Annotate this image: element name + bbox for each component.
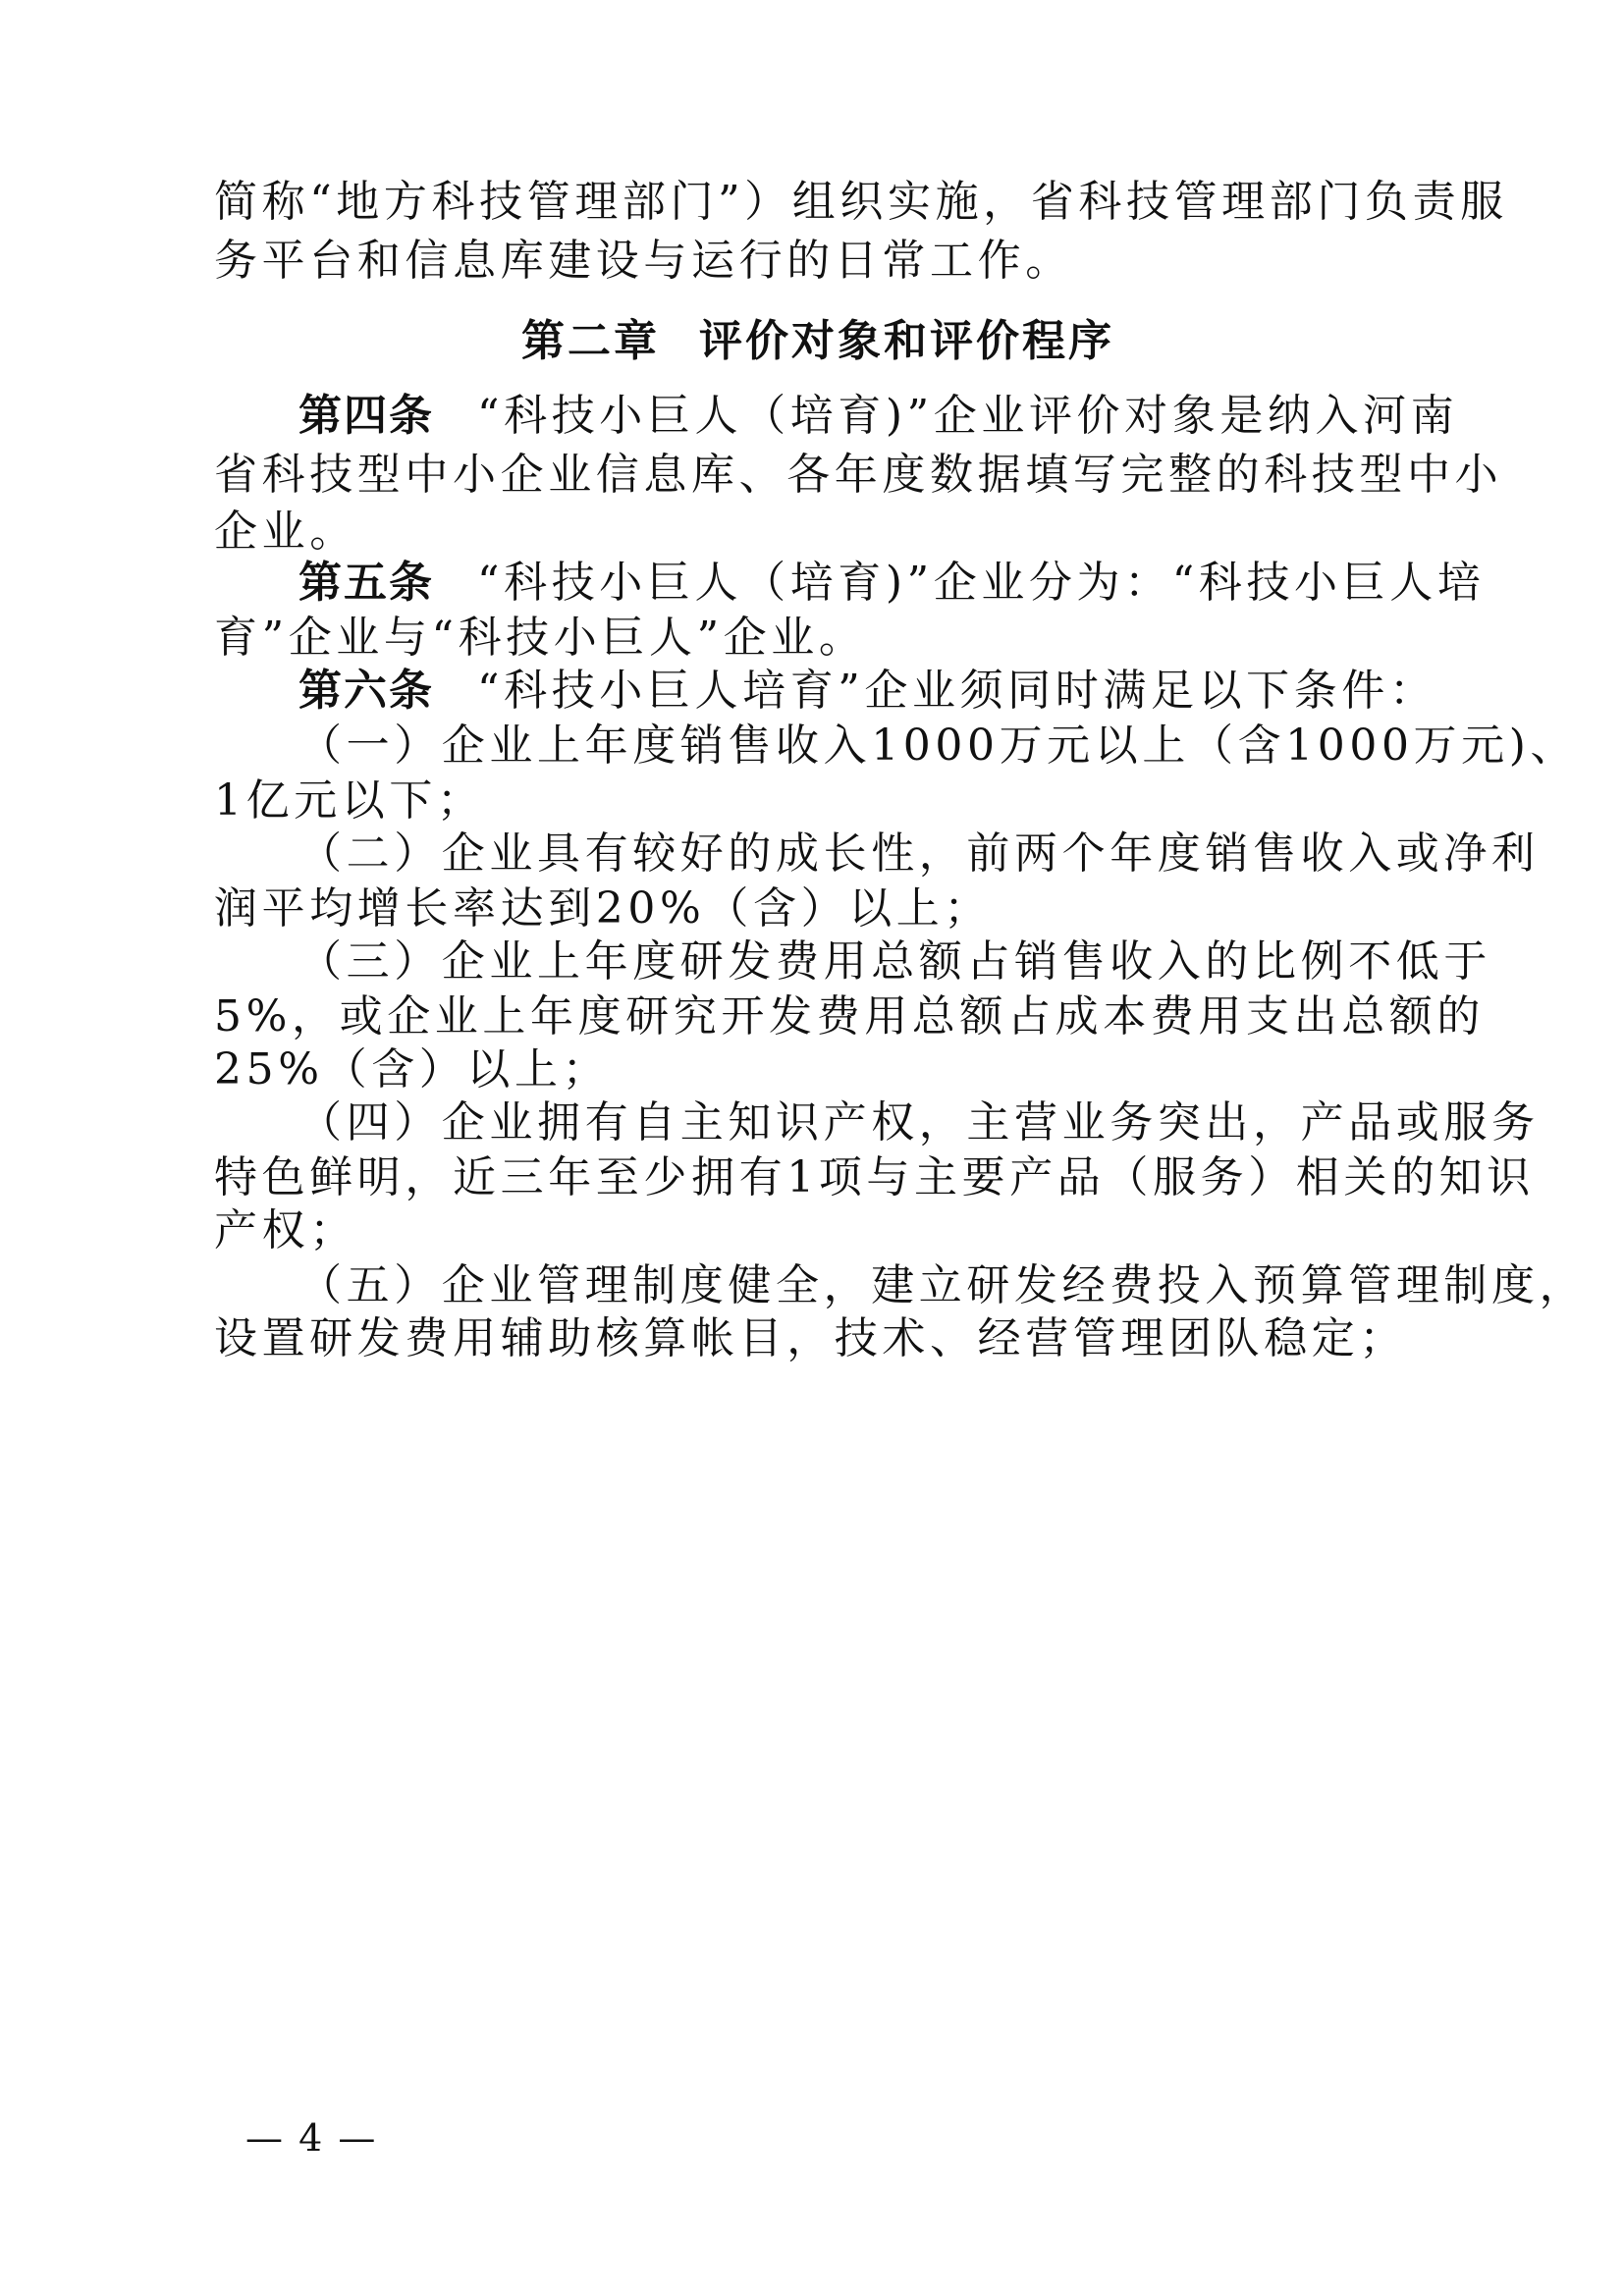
condition-4-line-1: （四）企业拥有自主知识产权，主营业务突出，产品或服务: [298, 1097, 1540, 1148]
article-4-text-1: “科技小巨人（培育)”企业评价对象是纳入河南: [477, 391, 1459, 441]
intro-line-1: 简称“地方科技管理部门”）组织实施，省科技管理部门负责服: [214, 177, 1508, 227]
condition-3-line-3: 25%（含）以上；: [214, 1044, 611, 1095]
chapter-title: 评价对象和评价程序: [699, 316, 1114, 366]
condition-1-line-2: 1亿元以下；: [214, 775, 485, 826]
article-4-line-1: [298, 385, 1459, 448]
intro-line-2: 务平台和信息库建设与运行的日常工作。: [214, 236, 1073, 286]
condition-3-line-2: 5%，或企业上年度研究开发费用总额占成本费用支出总额的: [214, 991, 1486, 1041]
condition-4-line-2: 特色鲜明，近三年至少拥有1项与主要产品（服务）相关的知识: [214, 1152, 1535, 1202]
condition-3-line-1: （三）企业上年度研发费用总额占销售收入的比例不低于: [298, 936, 1491, 987]
condition-5-line-2: 设置研发费用辅助核算帐目，技术、经营管理团队稳定；: [214, 1313, 1407, 1363]
chapter-number: 第二章: [521, 316, 660, 366]
article-6-text-1: “科技小巨人培育”企业须同时满足以下条件：: [477, 666, 1437, 716]
condition-2-line-1: （二）企业具有较好的成长性，前两个年度销售收入或净利: [298, 828, 1540, 879]
condition-5-line-1: （五）企业管理制度健全，建立研发经费投入预算管理制度，: [298, 1260, 1588, 1310]
page-number: — 4 —: [245, 2116, 378, 2160]
article-5-line-1: [298, 552, 1486, 614]
article-6-label: 第六条: [298, 666, 434, 716]
article-4-line-2: 省科技型中小企业信息库、各年度数据填写完整的科技型中小: [214, 450, 1503, 500]
article-4-label: 第四条: [298, 391, 434, 441]
chapter-heading: [214, 310, 1422, 373]
article-5-line-2: 育”企业与“科技小巨人”企业。: [214, 613, 867, 663]
condition-1-line-1: （一）企业上年度销售收入1000万元以上（含1000万元)、: [298, 721, 1579, 771]
article-6-line-1: [298, 660, 1437, 722]
condition-4-line-3: 产权；: [214, 1205, 357, 1255]
article-4-line-3: 企业。: [214, 507, 357, 557]
article-5-text-1: “科技小巨人（培育)”企业分为：“科技小巨人培: [477, 558, 1486, 608]
condition-2-line-2: 润平均增长率达到20%（含）以上；: [214, 883, 992, 934]
article-5-label: 第五条: [298, 558, 434, 608]
